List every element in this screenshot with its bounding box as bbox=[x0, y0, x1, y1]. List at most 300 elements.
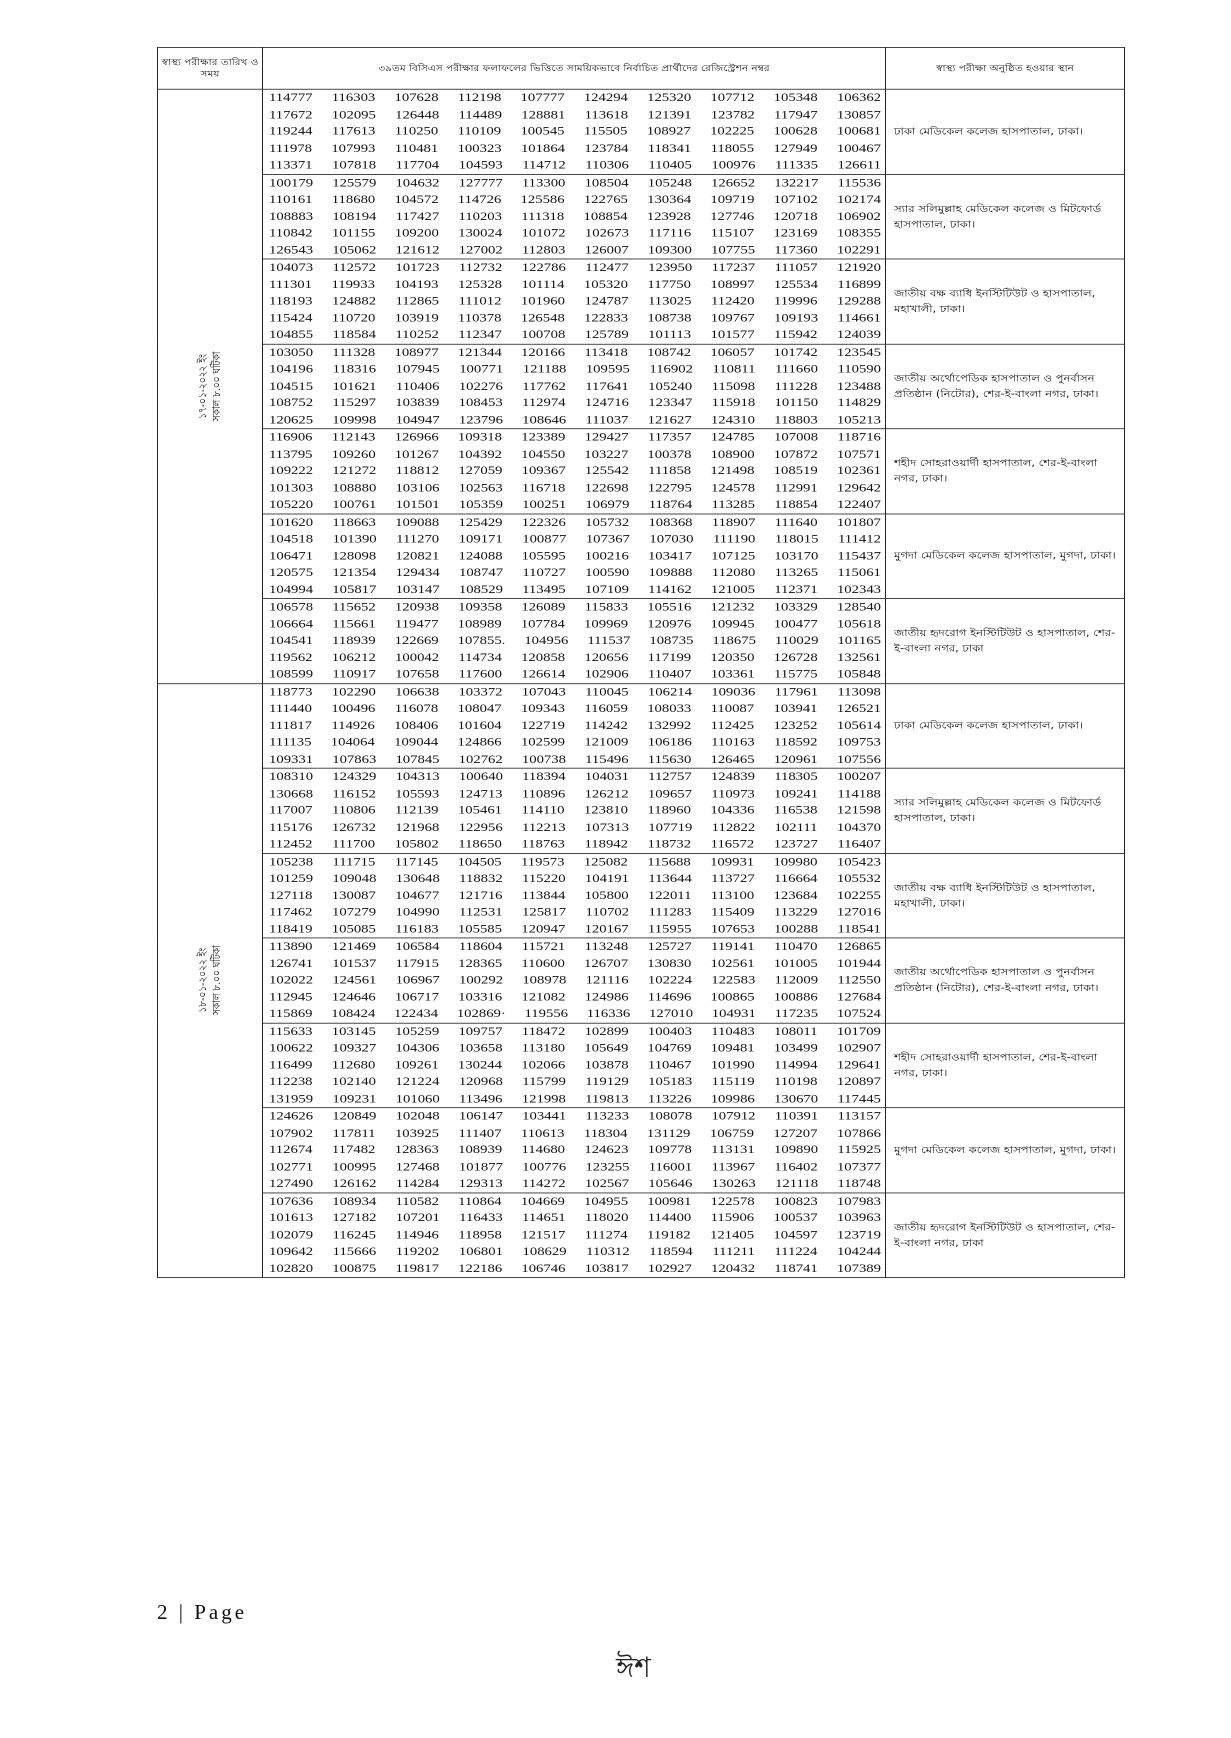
registration-number: 106717 bbox=[394, 990, 439, 1004]
registration-number: 110406 bbox=[395, 379, 440, 393]
registration-number: 115633 bbox=[269, 1024, 313, 1038]
registration-number-row bbox=[269, 242, 881, 259]
exam-venue: জাতীয় বক্ষ ব্যাধি ইনস্টিটিউট ও হাসপাতাল, মহাখালী, ঢাকা। bbox=[886, 853, 1125, 938]
registration-number: 121224 bbox=[395, 1075, 440, 1089]
registration-number: 100251 bbox=[522, 498, 567, 512]
registration-number: 124294 bbox=[583, 91, 628, 105]
registration-number: 105248 bbox=[647, 176, 692, 190]
registration-number: 111283 bbox=[648, 905, 692, 919]
registration-number: 102771 bbox=[269, 1160, 314, 1174]
registration-number: 116902 bbox=[649, 362, 693, 376]
registration-number: 109318 bbox=[457, 430, 502, 444]
registration-number: 105348 bbox=[773, 91, 818, 105]
registration-number: 116078 bbox=[394, 702, 439, 716]
registration-number: 104031 bbox=[584, 770, 629, 784]
registration-number: 121517 bbox=[521, 1228, 566, 1242]
registration-number: 111440 bbox=[269, 702, 312, 716]
registration-number: 117641 bbox=[585, 379, 629, 393]
registration-number: 118663 bbox=[332, 515, 376, 529]
registration-number: 117007 bbox=[269, 803, 313, 817]
registration-number: 100292 bbox=[458, 973, 504, 987]
registration-number: 129427 bbox=[584, 430, 629, 444]
registration-number: 119244 bbox=[269, 124, 313, 139]
registration-number: 123169 bbox=[773, 226, 818, 240]
registration-number: 112420 bbox=[710, 294, 755, 308]
registration-number: 122765 bbox=[583, 192, 628, 207]
registration-number-row bbox=[269, 411, 881, 428]
registration-number: 108880 bbox=[332, 481, 377, 495]
registration-number: 106057 bbox=[710, 345, 755, 360]
registration-number: 121405 bbox=[709, 1228, 755, 1242]
registration-number: 105646 bbox=[648, 1176, 693, 1191]
registration-number: 117145 bbox=[394, 855, 439, 869]
registration-number: 116906 bbox=[269, 430, 313, 444]
registration-number: 101620 bbox=[269, 515, 314, 529]
registration-number: 108989 bbox=[457, 617, 502, 631]
registration-number: 124646 bbox=[331, 990, 376, 1004]
registration-number: 118015 bbox=[774, 532, 819, 546]
registration-number: 100976 bbox=[711, 158, 756, 172]
registration-number: 108194 bbox=[332, 209, 377, 223]
registration-number: 116059 bbox=[584, 702, 628, 716]
registration-number: 110467 bbox=[647, 1058, 692, 1072]
registration-number: 107008 bbox=[774, 430, 819, 444]
exam-venue: জাতীয় হৃদরোগ ইনস্টিটিউট ও হাসপাতাল, শের-ই-বাংলা নগর, ঢাকা bbox=[886, 598, 1125, 683]
registration-number: 109331 bbox=[269, 752, 314, 766]
registration-number: 110842 bbox=[269, 226, 313, 240]
registration-number: 121188 bbox=[522, 362, 567, 376]
registration-number: 117357 bbox=[647, 430, 692, 444]
registration-number: 108997 bbox=[710, 277, 755, 291]
registration-number: 127118 bbox=[269, 888, 313, 902]
venue-block-row bbox=[158, 683, 1125, 768]
registration-number: 103361 bbox=[710, 667, 755, 681]
registration-number: 115721 bbox=[521, 939, 566, 954]
registration-number: 127949 bbox=[773, 141, 818, 155]
registration-number: 126611 bbox=[837, 158, 881, 172]
registration-number: 110087 bbox=[710, 702, 755, 716]
exam-venue: স্যার সলিমুল্লাহ মেডিকেল কলেজ ও মিটফোর্ড হাসপাতাল, ঢাকা। bbox=[886, 768, 1125, 853]
registration-number: 130668 bbox=[269, 787, 314, 801]
registration-number: 112238 bbox=[269, 1075, 313, 1089]
registration-number: 112757 bbox=[648, 770, 692, 784]
registration-number-row bbox=[269, 769, 881, 786]
registration-number: 121998 bbox=[521, 1092, 566, 1106]
registration-number: 103499 bbox=[773, 1041, 818, 1055]
registration-number: 118305 bbox=[774, 770, 818, 784]
registration-number: 118748 bbox=[837, 1176, 881, 1191]
registration-number: 121118 bbox=[775, 1176, 819, 1191]
exam-date-cell bbox=[158, 89, 263, 683]
registration-number: 111978 bbox=[269, 141, 312, 155]
registration-number: 124329 bbox=[332, 770, 377, 784]
registration-number: 105585 bbox=[457, 922, 502, 936]
exam-venue: ঢাকা মেডিকেল কলেজ হাসপাতাল, ঢাকা। bbox=[886, 683, 1125, 768]
registration-number: 119477 bbox=[394, 617, 439, 631]
exam-date-label: ১৭-০১-২০২২ ইং সকাল ৮.০০ ঘটিকা bbox=[196, 351, 223, 422]
registration-number: 117600 bbox=[458, 667, 502, 681]
registration-number: 104632 bbox=[395, 176, 440, 190]
registration-number: 105359 bbox=[458, 498, 503, 512]
registration-number: 101709 bbox=[836, 1024, 881, 1038]
registration-number: 109931 bbox=[710, 855, 755, 869]
registration-number-list bbox=[263, 598, 886, 683]
registration-number: 110391 bbox=[774, 1109, 819, 1123]
registration-number: 100771 bbox=[459, 362, 504, 376]
registration-number: 118650 bbox=[458, 837, 502, 851]
registration-number: 101165 bbox=[837, 634, 881, 648]
registration-number: 111640 bbox=[774, 515, 818, 529]
registration-number: 103963 bbox=[836, 1211, 881, 1225]
registration-number: 111715 bbox=[332, 855, 376, 869]
registration-number: 109327 bbox=[332, 1041, 377, 1055]
registration-number: 115666 bbox=[332, 1245, 377, 1259]
registration-number: 126212 bbox=[584, 787, 629, 801]
registration-number: 109657 bbox=[647, 787, 692, 801]
registration-number: 108854 bbox=[583, 209, 628, 223]
registration-number-row bbox=[269, 1243, 881, 1260]
registration-number: 112371 bbox=[774, 582, 818, 596]
registration-number: 111228 bbox=[774, 379, 818, 393]
registration-number: 123347 bbox=[648, 396, 693, 410]
registration-number: 100681 bbox=[836, 124, 881, 139]
registration-number: 103441 bbox=[522, 1109, 567, 1123]
registration-number: 125727 bbox=[647, 939, 692, 954]
registration-number: 110702 bbox=[585, 905, 630, 919]
registration-number: 107855. bbox=[457, 634, 506, 648]
registration-number: 108646 bbox=[522, 413, 567, 427]
registration-number: 113025 bbox=[647, 294, 692, 308]
registration-number: 110470 bbox=[773, 939, 818, 954]
registration-number: 105240 bbox=[648, 379, 693, 393]
registration-number: 107201 bbox=[395, 1211, 440, 1225]
registration-number-row bbox=[269, 972, 881, 989]
registration-number-list bbox=[263, 429, 886, 514]
registration-number: 122434 bbox=[394, 1007, 439, 1021]
registration-number: 104064 bbox=[330, 735, 375, 749]
registration-number: 106664 bbox=[269, 617, 314, 631]
registration-number: 115799 bbox=[522, 1075, 566, 1089]
registration-number: 116433 bbox=[459, 1211, 503, 1225]
registration-number: 124626 bbox=[269, 1109, 314, 1123]
registration-number-row bbox=[269, 1108, 881, 1125]
registration-number: 118773 bbox=[269, 685, 313, 699]
registration-number: 107912 bbox=[711, 1109, 756, 1123]
registration-number: 113229 bbox=[773, 905, 818, 919]
registration-number: 120167 bbox=[584, 922, 629, 936]
registration-number: 121232 bbox=[710, 600, 755, 614]
registration-number: 102224 bbox=[647, 973, 692, 987]
registration-number: 109969 bbox=[584, 617, 629, 631]
registration-number: 122956 bbox=[458, 820, 503, 834]
registration-number: 119556 bbox=[524, 1007, 569, 1021]
registration-number: 128363 bbox=[394, 1143, 439, 1157]
registration-number: 130364 bbox=[647, 192, 692, 207]
registration-number: 107983 bbox=[836, 1194, 881, 1208]
registration-number: 102066 bbox=[521, 1058, 566, 1072]
registration-number: 123727 bbox=[773, 837, 818, 851]
registration-number: 108453 bbox=[458, 396, 503, 410]
registration-number: 108977 bbox=[394, 345, 439, 360]
registration-number: 126732 bbox=[331, 820, 376, 834]
registration-number: 108747 bbox=[458, 566, 504, 580]
registration-number: 105595 bbox=[521, 549, 566, 563]
registration-number: 109231 bbox=[332, 1092, 377, 1106]
registration-number: 115955 bbox=[647, 922, 692, 936]
registration-number: 124785 bbox=[710, 430, 755, 444]
registration-number: 117482 bbox=[331, 1143, 376, 1157]
registration-number: 123252 bbox=[773, 718, 818, 733]
registration-number: 100545 bbox=[520, 124, 565, 139]
registration-number: 126162 bbox=[332, 1176, 377, 1191]
registration-number: 114400 bbox=[647, 1211, 692, 1225]
registration-number: 105532 bbox=[836, 871, 881, 886]
registration-number-list bbox=[263, 1108, 886, 1193]
registration-number: 102111 bbox=[774, 820, 818, 834]
registration-number-row bbox=[269, 225, 881, 242]
registration-number: 124866 bbox=[457, 735, 502, 749]
registration-number-list bbox=[263, 768, 886, 853]
registration-number: 118472 bbox=[521, 1024, 566, 1038]
registration-number: 104392 bbox=[457, 447, 502, 461]
registration-number: 108519 bbox=[773, 464, 818, 478]
registration-number: 114242 bbox=[584, 718, 628, 733]
registration-number: 108529 bbox=[458, 582, 503, 596]
registration-number: 119141 bbox=[711, 939, 755, 954]
registration-number: 111190 bbox=[712, 532, 756, 546]
registration-number: 127746 bbox=[710, 209, 755, 223]
registration-number: 102079 bbox=[269, 1228, 314, 1242]
registration-number: 110590 bbox=[837, 362, 881, 376]
registration-number: 115437 bbox=[837, 549, 881, 563]
registration-number: 100823 bbox=[773, 1194, 818, 1208]
registration-number: 116538 bbox=[773, 803, 818, 817]
registration-number: 118716 bbox=[837, 430, 881, 444]
registration-number-row bbox=[269, 293, 881, 310]
registration-number: 107712 bbox=[710, 91, 755, 105]
registration-number: 108033 bbox=[647, 702, 692, 716]
registration-number: 110312 bbox=[586, 1245, 630, 1259]
registration-number: 110483 bbox=[711, 1024, 755, 1038]
registration-number: 126521 bbox=[836, 702, 881, 716]
registration-number-row bbox=[269, 175, 881, 192]
registration-number: 102255 bbox=[836, 888, 881, 902]
registration-number: 106186 bbox=[647, 735, 692, 749]
registration-number: 104955 bbox=[584, 1194, 629, 1208]
registration-number: 113496 bbox=[458, 1092, 503, 1106]
registration-number: 107279 bbox=[331, 905, 377, 919]
registration-number: 128098 bbox=[332, 549, 377, 563]
registration-number: 108939 bbox=[458, 1143, 503, 1157]
registration-number: 100628 bbox=[773, 124, 818, 139]
registration-number: 108424 bbox=[331, 1007, 376, 1021]
registration-number: 105423 bbox=[836, 855, 881, 869]
exam-venue: মুগদা মেডিকেল কলেজ হাসপাতাল, মুগদা, ঢাকা। bbox=[886, 1108, 1125, 1193]
registration-number: 124839 bbox=[710, 770, 755, 784]
registration-number: 106214 bbox=[647, 685, 692, 699]
registration-number: 111817 bbox=[269, 718, 312, 733]
registration-number: 107863 bbox=[332, 752, 377, 766]
registration-number: 129313 bbox=[458, 1176, 503, 1191]
registration-number-row bbox=[269, 548, 881, 565]
registration-number: 117704 bbox=[395, 158, 440, 172]
registration-number: 111270 bbox=[396, 532, 440, 546]
registration-number: 112009 bbox=[774, 973, 819, 987]
registration-number: 111858 bbox=[648, 464, 692, 478]
registration-number-row bbox=[269, 666, 881, 683]
registration-number: 119813 bbox=[585, 1092, 629, 1106]
registration-number-row bbox=[269, 785, 881, 802]
registration-number: 100865 bbox=[710, 990, 755, 1004]
registration-number: 104994 bbox=[269, 582, 314, 596]
registration-number: 106362 bbox=[836, 91, 881, 105]
registration-number: 115176 bbox=[269, 820, 313, 834]
registration-number: 104597 bbox=[773, 1228, 818, 1242]
registration-number: 109222 bbox=[269, 464, 314, 478]
registration-number: 101613 bbox=[269, 1211, 314, 1225]
registration-number-row bbox=[269, 429, 881, 446]
registration-number: 112680 bbox=[331, 1058, 376, 1072]
registration-number: 104593 bbox=[458, 158, 503, 172]
registration-number: 119182 bbox=[647, 1228, 691, 1242]
registration-number: 129642 bbox=[836, 481, 881, 495]
registration-number: 107367 bbox=[585, 532, 630, 546]
registration-number: 103316 bbox=[458, 990, 503, 1004]
registration-number: 110250 bbox=[394, 124, 439, 139]
registration-number: 114651 bbox=[522, 1211, 566, 1225]
registration-number: 102225 bbox=[710, 124, 755, 139]
registration-number: 102276 bbox=[458, 379, 503, 393]
registration-number: 105085 bbox=[331, 922, 376, 936]
registration-number: 100981 bbox=[647, 1194, 692, 1208]
registration-number: 128365 bbox=[458, 956, 503, 970]
registration-number: 114110 bbox=[521, 803, 565, 817]
registration-number: 101072 bbox=[521, 226, 566, 240]
registration-number: 110811 bbox=[712, 362, 756, 376]
registration-number: 127684 bbox=[836, 990, 881, 1004]
registration-number-row bbox=[269, 361, 881, 378]
registration-number: 108742 bbox=[647, 345, 692, 360]
registration-number-row bbox=[269, 887, 881, 904]
registration-number: 104769 bbox=[647, 1041, 692, 1055]
registration-number: 109260 bbox=[331, 447, 376, 461]
registration-number: 100738 bbox=[521, 752, 566, 766]
registration-number: 104669 bbox=[520, 1194, 565, 1208]
registration-number: 122011 bbox=[647, 888, 692, 902]
registration-number: 101005 bbox=[773, 956, 818, 970]
registration-number: 116336 bbox=[586, 1007, 631, 1021]
registration-number: 124088 bbox=[458, 549, 503, 563]
registration-number: 111037 bbox=[585, 413, 629, 427]
registration-number: 127002 bbox=[458, 243, 503, 257]
registration-number: 115661 bbox=[332, 617, 376, 631]
registration-number: 110917 bbox=[332, 667, 376, 681]
registration-number: 101259 bbox=[269, 871, 314, 886]
registration-number: 102673 bbox=[584, 226, 629, 240]
registration-number: 115061 bbox=[837, 566, 881, 580]
registration-number-row bbox=[269, 836, 881, 853]
registration-number: 116664 bbox=[774, 871, 818, 886]
registration-number: 131129 bbox=[646, 1126, 691, 1140]
registration-number-list bbox=[263, 938, 886, 1023]
registration-number: 107377 bbox=[836, 1160, 881, 1174]
registration-number: 129288 bbox=[836, 294, 881, 308]
registration-number: 125789 bbox=[584, 328, 629, 342]
registration-number: 114489 bbox=[458, 108, 502, 122]
registration-number: 110045 bbox=[585, 685, 629, 699]
registration-number: 130087 bbox=[331, 888, 376, 902]
registration-number-row bbox=[269, 1142, 881, 1159]
registration-number: 126865 bbox=[836, 939, 881, 954]
registration-number-row bbox=[269, 208, 881, 225]
registration-number: 126007 bbox=[584, 243, 629, 257]
registration-number: 111412 bbox=[837, 532, 881, 546]
registration-number: 104191 bbox=[584, 871, 629, 886]
registration-number: 103839 bbox=[395, 396, 440, 410]
registration-number: 117445 bbox=[837, 1092, 881, 1106]
registration-number: 106147 bbox=[458, 1109, 503, 1123]
registration-number: 110378 bbox=[457, 311, 502, 325]
registration-number: 121005 bbox=[710, 582, 755, 596]
table-body bbox=[158, 89, 1125, 1277]
registration-number: 104196 bbox=[269, 362, 314, 376]
registration-number: 105618 bbox=[836, 617, 881, 631]
registration-number-row bbox=[269, 514, 881, 531]
registration-number-row bbox=[269, 819, 881, 836]
registration-number: 109048 bbox=[332, 871, 377, 886]
registration-number-row bbox=[269, 1210, 881, 1227]
registration-number: 112213 bbox=[522, 820, 566, 834]
registration-number-list bbox=[263, 89, 886, 174]
registration-number: 120947 bbox=[521, 922, 566, 936]
registration-number: 106578 bbox=[269, 600, 314, 614]
registration-number: 104306 bbox=[395, 1041, 440, 1055]
registration-number: 105817 bbox=[332, 582, 377, 596]
registration-number: 126465 bbox=[710, 752, 755, 766]
registration-number: 109367 bbox=[521, 464, 566, 478]
registration-number: 109241 bbox=[774, 787, 819, 801]
registration-number: 115918 bbox=[711, 396, 756, 410]
registration-number: 132992 bbox=[647, 718, 692, 733]
registration-number: 103170 bbox=[774, 549, 819, 563]
registration-number: 112945 bbox=[269, 990, 313, 1004]
registration-number: 100761 bbox=[332, 498, 377, 512]
venue-block-row bbox=[158, 259, 1125, 344]
registration-number: 118907 bbox=[711, 515, 756, 529]
registration-number: 118803 bbox=[774, 413, 818, 427]
registration-number: 115942 bbox=[773, 328, 818, 342]
registration-number: 130244 bbox=[457, 1058, 502, 1072]
registration-number-row bbox=[269, 581, 881, 598]
registration-number: 118604 bbox=[458, 939, 503, 954]
registration-number-row bbox=[269, 327, 881, 344]
registration-number-row bbox=[269, 191, 881, 208]
registration-number: 107658 bbox=[395, 667, 440, 681]
registration-number: 114188 bbox=[837, 787, 881, 801]
registration-number: 100042 bbox=[395, 650, 440, 665]
registration-number: 100590 bbox=[585, 566, 630, 580]
registration-number: 103050 bbox=[269, 345, 314, 360]
registration-number: 113418 bbox=[584, 345, 628, 360]
registration-number: 101060 bbox=[395, 1092, 440, 1106]
registration-number: 100537 bbox=[773, 1211, 818, 1225]
registration-number: 113131 bbox=[711, 1143, 755, 1157]
registration-number: 128540 bbox=[836, 600, 881, 614]
registration-number: 117750 bbox=[647, 277, 691, 291]
registration-number: 104947 bbox=[395, 413, 440, 427]
registration-number: 118316 bbox=[332, 362, 377, 376]
registration-number: 101604 bbox=[457, 718, 502, 733]
